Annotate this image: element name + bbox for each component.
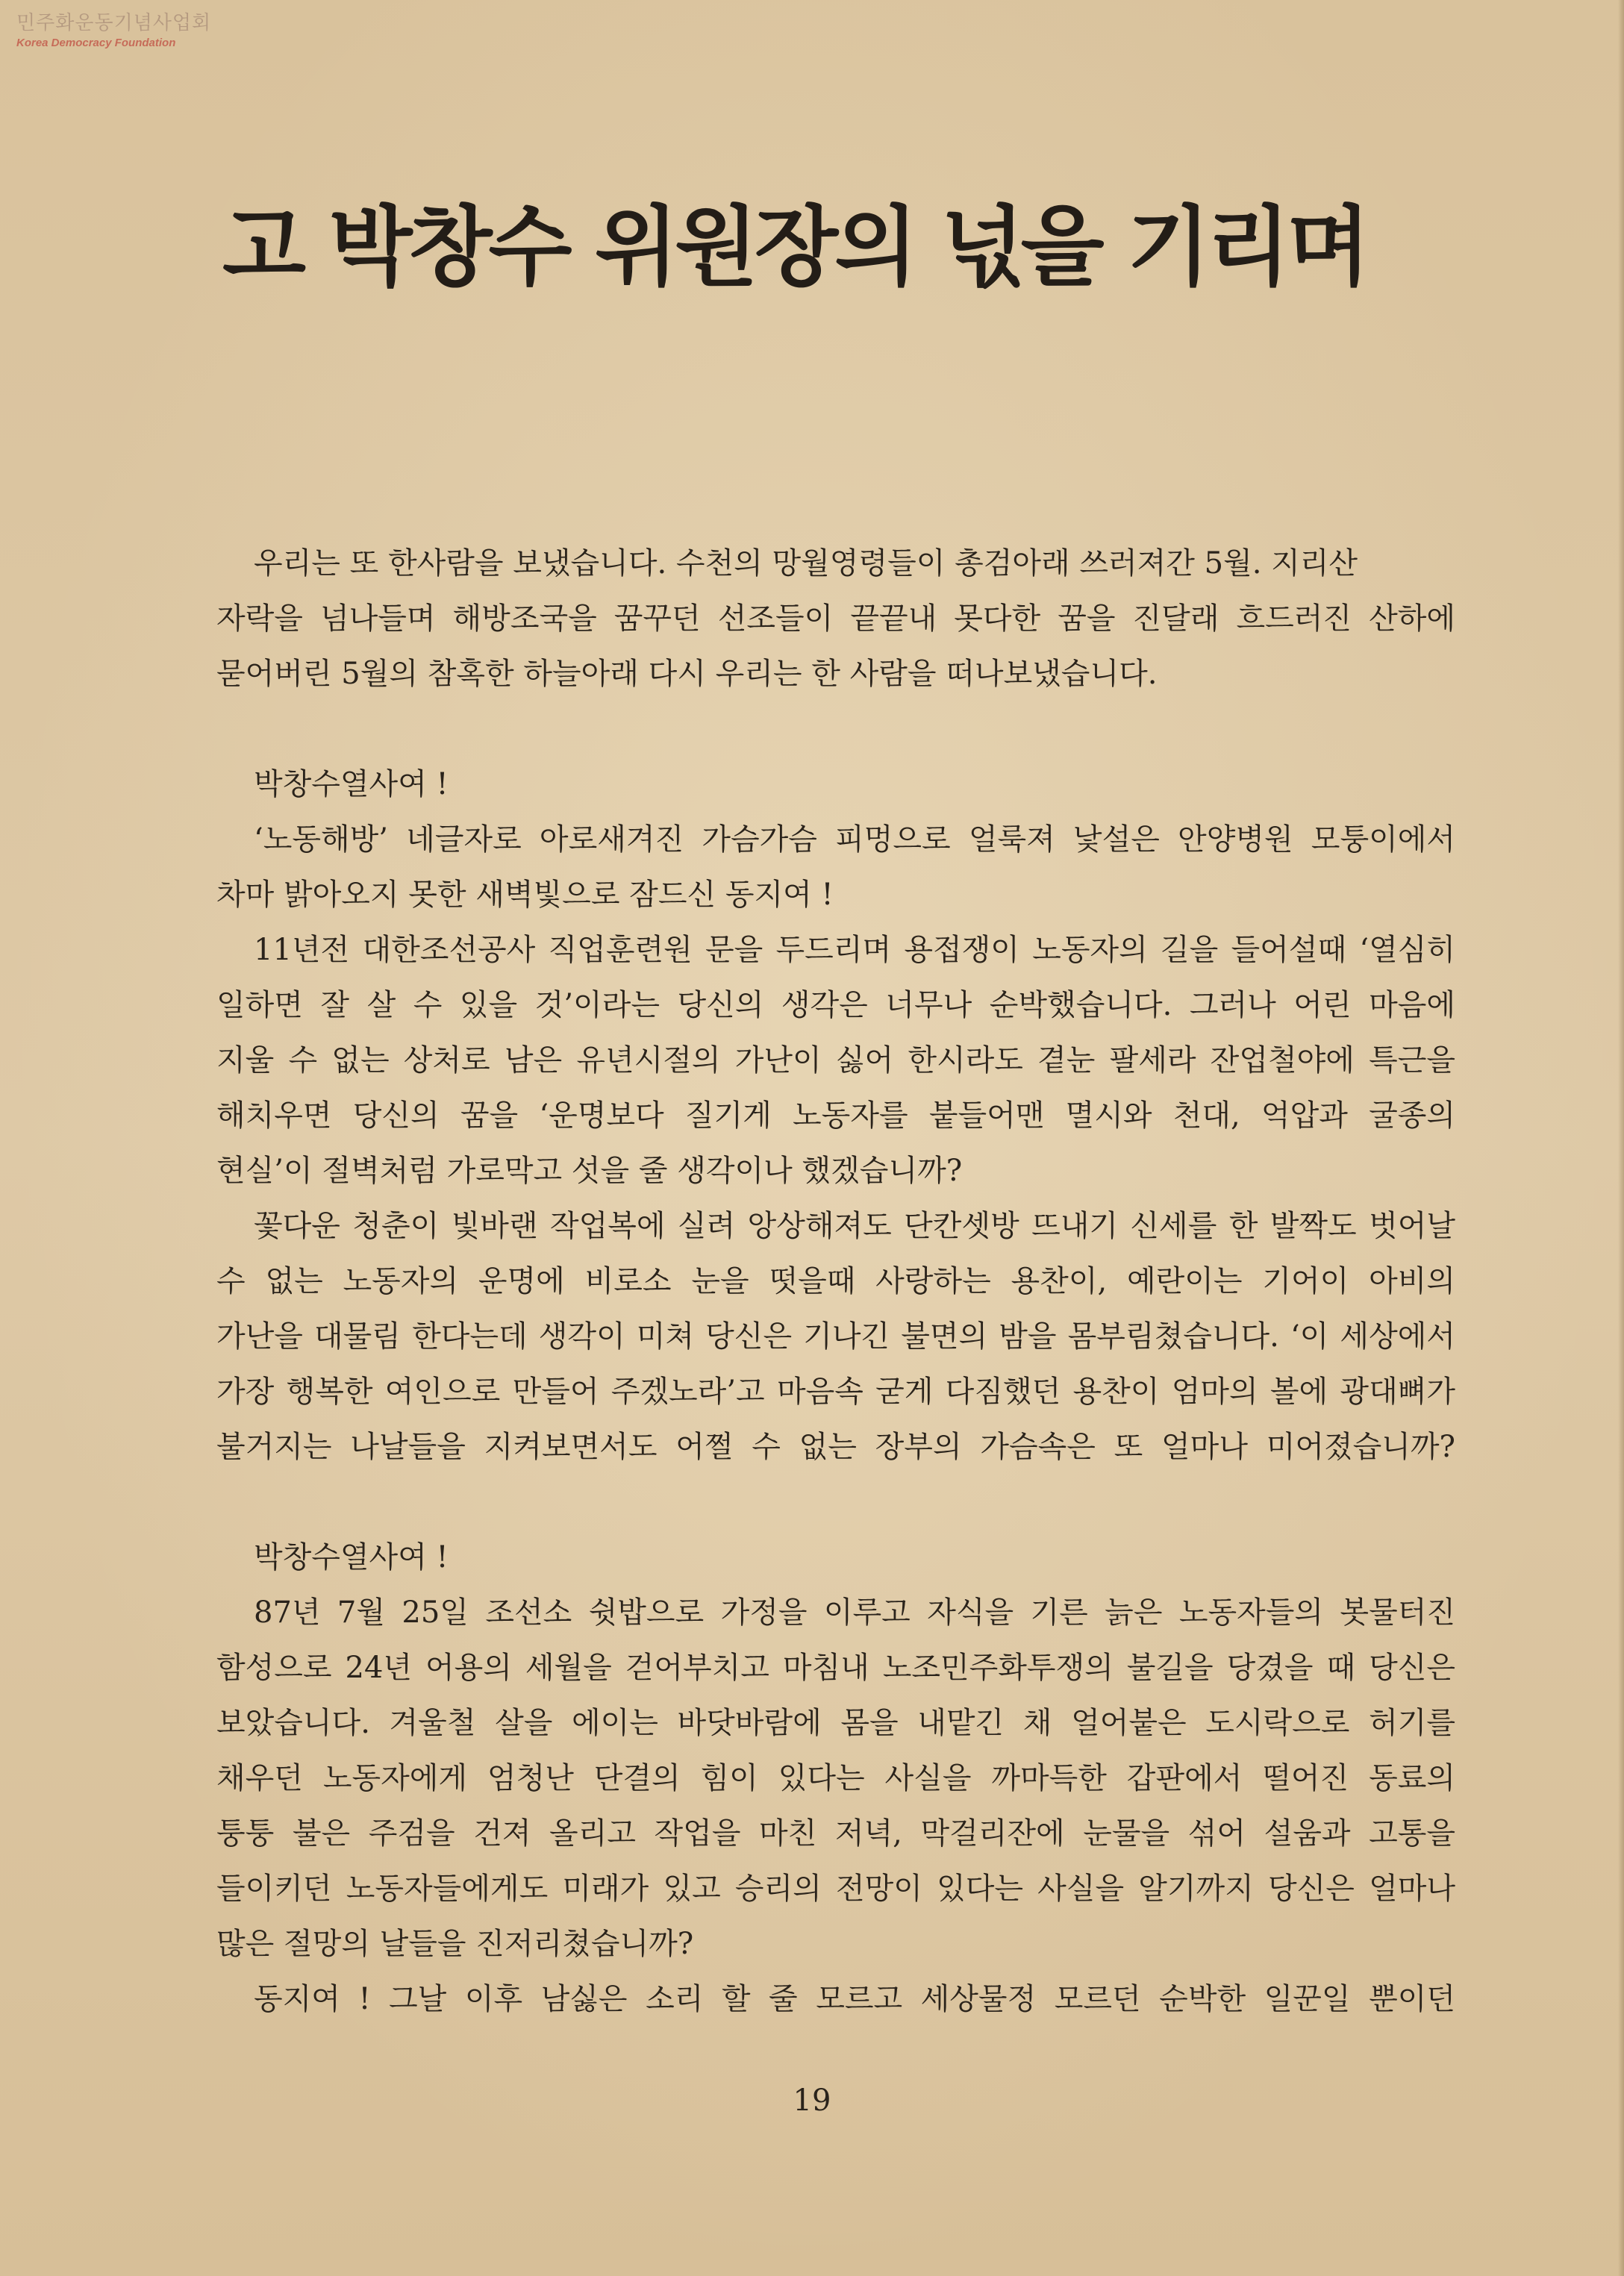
paragraph-line: 차마 밝아오지 못한 새벽빛으로 잠드신 동지여 ! (216, 878, 834, 912)
paragraph-line: 꽃다운 청춘이 빛바랜 작업복에 실려 앙상해져도 단칸셋방 뜨내기 신세를 한 발짝도 벗어날 (254, 1209, 1455, 1243)
paragraph-line: 채우던 노동자에게 엄청난 단결의 힘이 있다는 사실을 까마득한 갑판에서 떨어진 동료의 (216, 1761, 1455, 1795)
page-edge-shadow (1618, 0, 1624, 2276)
article-body (216, 536, 1455, 2027)
paragraph-line: 해치우면 당신의 꿈을 ‘운명보다 질기게 노동자를 붙들어맨 멸시와 천대, 억압과 굴종의 (216, 1098, 1455, 1133)
paragraph-gap (216, 701, 1455, 757)
paragraph-line: 퉁퉁 불은 주검을 건져 올리고 작업을 마친 저녁, 막걸리잔에 눈물을 섞어 설움과 고통을 (216, 1816, 1455, 1851)
paragraph-line: 박창수열사여 ! (254, 767, 449, 801)
paragraph-line: 함성으로 24년 어용의 세월을 걷어부치고 마침내 노조민주화투쟁의 불길을 당겼을 때 당신은 (216, 1651, 1455, 1685)
paragraph-line: 우리는 또 한사람을 보냈습니다. 수천의 망월영령들이 총검아래 쓰러져간 5월. 지리산 (254, 546, 1358, 581)
paragraph-line: 지울 수 없는 상처로 남은 유년시절의 가난이 싫어 한시라도 곁눈 팔세라 잔업철야에 특근을 (216, 1043, 1455, 1078)
paragraph-line: 박창수열사여 ! (254, 1540, 449, 1575)
paragraph-line: 보았습니다. 겨울철 살을 에이는 바닷바람에 몸을 내맡긴 채 얼어붙은 도시락으로 허기를 (216, 1706, 1455, 1740)
paragraph-line: 자락을 넘나들며 해방조국을 꿈꾸던 선조들이 끝끝내 못다한 꿈을 진달래 흐드러진 산하에 (216, 601, 1455, 636)
paragraph-line: 동지여 ! 그날 이후 남싫은 소리 할 줄 모르고 세상물정 모르던 순박한 일꾼일 뿐이던 (254, 1982, 1455, 2016)
paragraph-line: 들이키던 노동자들에게도 미래가 있고 승리의 전망이 있다는 사실을 알기까지 당신은 얼마나 (216, 1872, 1455, 1906)
watermark-korean: 민주화운동기념사업회 (16, 12, 212, 34)
paragraph-line: 불거지는 나날들을 지켜보면서도 어쩔 수 없는 장부의 가슴속은 또 얼마나 미어졌습니까? (216, 1430, 1455, 1464)
watermark-english: Korea Democracy Foundation (16, 37, 176, 49)
paragraph-line: 현실’이 절벽처럼 가로막고 섯을 줄 생각이나 했겠습니까? (216, 1154, 963, 1188)
paragraph-line: 11년전 대한조선공사 직업훈련원 문을 두드리며 용접쟁이 노동자의 길을 들어설때 ‘열심히 (254, 933, 1455, 967)
paragraph-line: 많은 절망의 날들을 진저리쳤습니까? (216, 1927, 694, 1961)
paragraph-line: 가장 행복한 여인으로 만들어 주겠노라’고 마음속 굳게 다짐했던 용찬이 엄마의 볼에 광대뼈가 (216, 1375, 1455, 1409)
paragraph-line: 수 없는 노동자의 운명에 비로소 눈을 떳을때 사랑하는 용찬이, 예란이는 기어이 아비의 (216, 1264, 1455, 1298)
page-number: 19 (793, 2083, 831, 2118)
paragraph-line: 묻어버린 5월의 참혹한 하늘아래 다시 우리는 한 사람을 떠나보냈습니다. (216, 657, 1158, 691)
paragraph-line: 87년 7월 25일 조선소 쉿밥으로 가정을 이루고 자식을 기른 늙은 노동자들의 봇물터진 (254, 1595, 1455, 1630)
paragraph-gap (216, 1475, 1455, 1530)
page-title: 고 박창수 위원장의 넋을 기리며 (222, 197, 1367, 298)
paragraph-line: ‘노동해방’ 네글자로 아로새겨진 가슴가슴 피멍으로 얼룩져 낯설은 안양병원 모퉁이에서 (254, 822, 1455, 857)
paragraph-line: 일하면 잘 살 수 있을 것’이라는 당신의 생각은 너무나 순박했습니다. 그러나 어린 마음에 (216, 988, 1455, 1022)
paragraph-line: 가난을 대물림 한다는데 생각이 미쳐 당신은 기나긴 불면의 밤을 몸부림쳤습니다. ‘이 세상에서 (216, 1319, 1455, 1354)
foundation-watermark (16, 10, 240, 63)
